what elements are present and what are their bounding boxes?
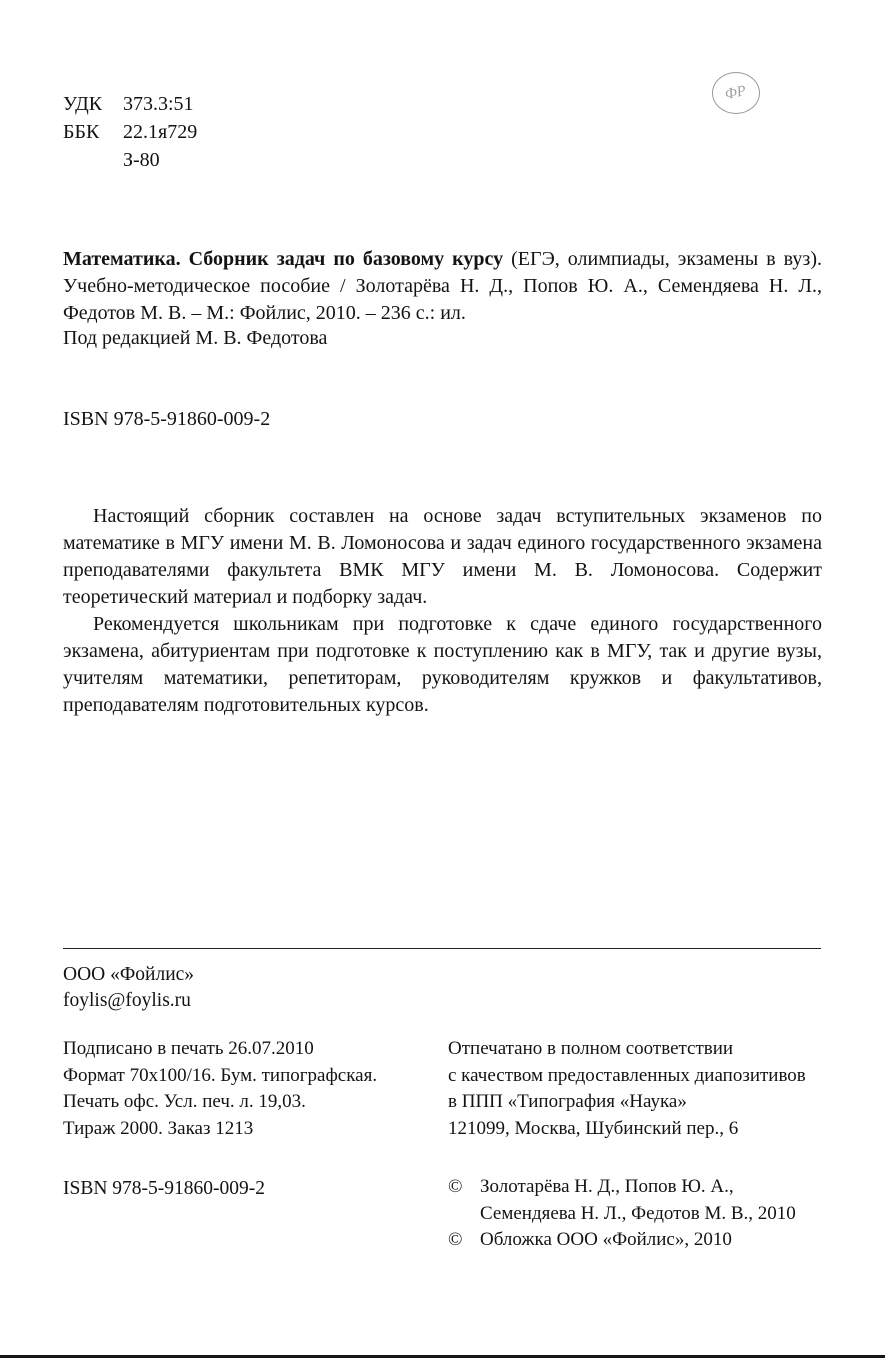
bbk-row: [63, 118, 197, 146]
bbk-label: ББК: [63, 121, 100, 143]
annotation-paragraph-2: Рекомендуется школьникам при подготовке к сдаче единого государственного экзамена, абитуриентам при подготовке к поступлению как в МГУ, так и другие вузы, учителям математики, репетиторам, руководителям кружков и факультативов, преподавателям подготовительных курсов.: [63, 613, 822, 716]
divider-rule: [63, 948, 821, 949]
imprint-line: с качеством предоставленных диапозитивов: [448, 1064, 806, 1086]
imprint-right-column: [448, 1036, 806, 1142]
copyright-entry: [448, 1174, 822, 1227]
copyright-block: [448, 1174, 822, 1254]
annotation-paragraph-1: Настоящий сборник составлен на основе задач вступительных экзаменов по математике в МГУ имени М. В. Ломоносова и задач единого государственного экзамена преподавателями факультета ВМК МГУ имени М. В. Ломоносова. Содержит теоретический материал и подборку задач.: [63, 505, 822, 608]
book-title: Математика. Сборник задач по базовому курсу: [63, 248, 504, 270]
author-sign: З-80: [123, 149, 160, 171]
copyright-text: Обложка ООО «Фойлис», 2010: [480, 1229, 732, 1250]
imprint-line: Отпечатано в полном соответствии: [448, 1038, 734, 1059]
library-stamp-icon: [712, 72, 760, 114]
bbk-value: 22.1я729: [123, 121, 198, 143]
udk-value: 373.3:51: [123, 93, 194, 115]
imprint-line: Тираж 2000. Заказ 1213: [63, 1117, 254, 1139]
copyright-entry: [448, 1227, 822, 1254]
imprint-line: Подписано в печать 26.07.2010: [63, 1038, 314, 1059]
imprint-left-column: [63, 1036, 377, 1142]
copyright-symbol: ©: [448, 1176, 463, 1197]
copyright-text: Золотарёва Н. Д., Попов Ю. А., Семендяева Н. Л., Федотов М. В., 2010: [480, 1176, 796, 1224]
classification-block: [63, 90, 197, 174]
imprint-line: 121099, Москва, Шубинский пер., 6: [448, 1117, 739, 1139]
editor-line: Под редакцией М. В. Федотова: [63, 327, 328, 349]
publisher-block: [63, 962, 194, 1014]
publisher-name: ООО «Фойлис»: [63, 964, 195, 985]
author-sign-row: [63, 146, 197, 174]
isbn-top: ISBN 978-5-91860-009-2: [63, 408, 271, 430]
udk-label: УДК: [63, 93, 103, 115]
imprint-line: Формат 70x100/16. Бум. типографская.: [63, 1064, 378, 1086]
bibliographic-description: [63, 246, 822, 327]
stamp-text: ФР: [723, 82, 748, 103]
udk-row: [63, 90, 197, 118]
publisher-email: foylis@foylis.ru: [63, 990, 191, 1011]
bibliographic-details: (ЕГЭ, олимпиады, экзамены в вуз). Учебно-методическое пособие / Золотарёва Н. Д., Попов Ю. А., Семендяева Н. Л., Федотов М. В. – М.: Фойлис, 2010. – 236 с.: ил.: [63, 248, 822, 324]
imprint-line: Печать офс. Усл. печ. л. 19,03.: [63, 1091, 306, 1112]
author-sign-spacer: [63, 146, 123, 174]
imprint-line: в ППП «Типография «Наука»: [448, 1091, 687, 1112]
isbn-bottom: ISBN 978-5-91860-009-2: [63, 1178, 266, 1199]
copyright-symbol: ©: [448, 1229, 463, 1250]
annotation-block: [63, 503, 822, 719]
